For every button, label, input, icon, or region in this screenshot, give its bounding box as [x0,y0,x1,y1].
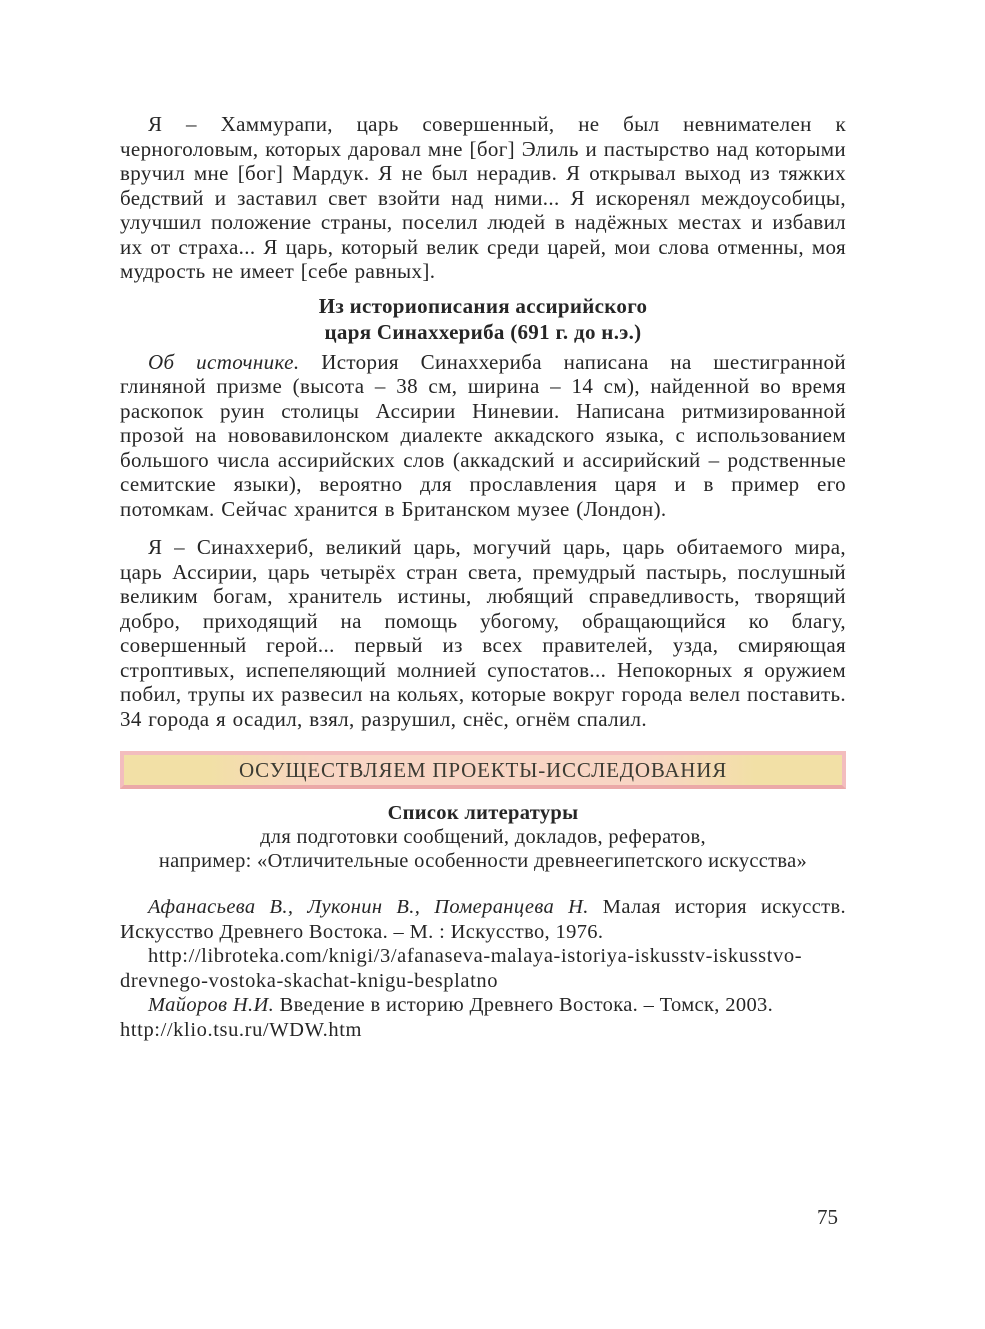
source-note-lead: Об источнике. [148,349,300,374]
bibliography-entry [120,944,846,993]
bibliography-entry-text: Малая история искусств. Искусство Древнего Востока. – М. : Искусство, 1976. [120,896,846,943]
bibliography-entry-text: Введение в историю Древнего Востока. – Томск, 2003. [274,994,774,1016]
bibliography-entry [120,993,846,1042]
sennacherib-quote-paragraph: Я – Синаххериб, великий царь, могучий царь, царь обитаемого мира, царь Ассирии, царь четырёх стран света, премудрый пастырь, послушный великим богам, хранитель истины, любящий справедливость, творящий добро, приходящий на помощь убогому, обращающийся ко благу, совершенный герой... первый из всех правителей, узда, смиряющая строптивых, испепеляющий молнией супостатов... Непокорных я оружием побил, трупы их развесил на кольях, которые вокруг города велел поставить. 34 города я осадил, взял, разрушил, снёс, огнём спалил. [120,535,846,731]
literature-header [120,801,846,873]
literature-subtitle-line2: например: «Отличительные особенности древнеегипетского искусства» [158,850,808,872]
bibliography-entry-authors: Майоров Н.И. [148,994,275,1016]
page-content [120,112,846,1042]
projects-research-banner-label: ОСУЩЕСТВЛЯЕМ ПРОЕКТЫ-ИССЛЕДОВАНИЯ [238,757,728,782]
projects-research-banner [120,751,846,789]
source-note-paragraph [120,350,846,522]
bibliography-list [120,895,846,1042]
bibliography-entry-url: http://libroteka.com/knigi/3/afanaseva-malaya-istoriya-iskusstv-iskusstvo-drevnego-vostoka-skachat-knigu-besplatno [120,945,803,992]
section-heading-line2: царя Синаххериба (691 г. до н.э.) [324,319,642,344]
literature-subtitle-line1: для подготовки сообщений, докладов, рефератов, [260,826,706,848]
section-heading [120,293,846,345]
literature-title: Список литературы [387,802,579,824]
hammurabi-quote-paragraph: Я – Хаммурапи, царь совершенный, не был невнимателен к черноголовым, которых даровал мне [бог] Элиль и пастырство над которыми вручил мне [бог] Мардук. Я не был нерадив. Я открывал выход из тяжких бедствий и заставил свет взойти над ними... Я искоренял междоусобицы, улучшил положение страны, поселил людей в надёжных местах и избавил их от страха... Я царь, который велик среди царей, мои слова отменны, моя мудрость не имеет [себе равных]. [120,112,846,283]
bibliography-entry-url: http://klio.tsu.ru/WDW.htm [120,1018,363,1041]
bibliography-entry [120,895,846,944]
source-note-text: История Синаххериба написана на шестигранной глиняной призме (высота – 38 см, ширина – 14 см), найденной во время раскопок руин столицы Ассирии Ниневии. Написана ритмизированной прозой на нововавилонском диалекте аккадского языка, с использованием большого числа ассирийских слов (аккадский и ассирийский – родственные семитские языки), вероятно для прославления царя и в пример его потомкам. Сейчас хранится в Британском музее (Лондон). [120,349,846,521]
page-number: 75 [817,1205,838,1229]
section-heading-line1: Из историописания ассирийского [318,293,648,318]
bibliography-entry-authors: Афанасьева В., Луконин В., Померанцева Н. [148,896,589,918]
